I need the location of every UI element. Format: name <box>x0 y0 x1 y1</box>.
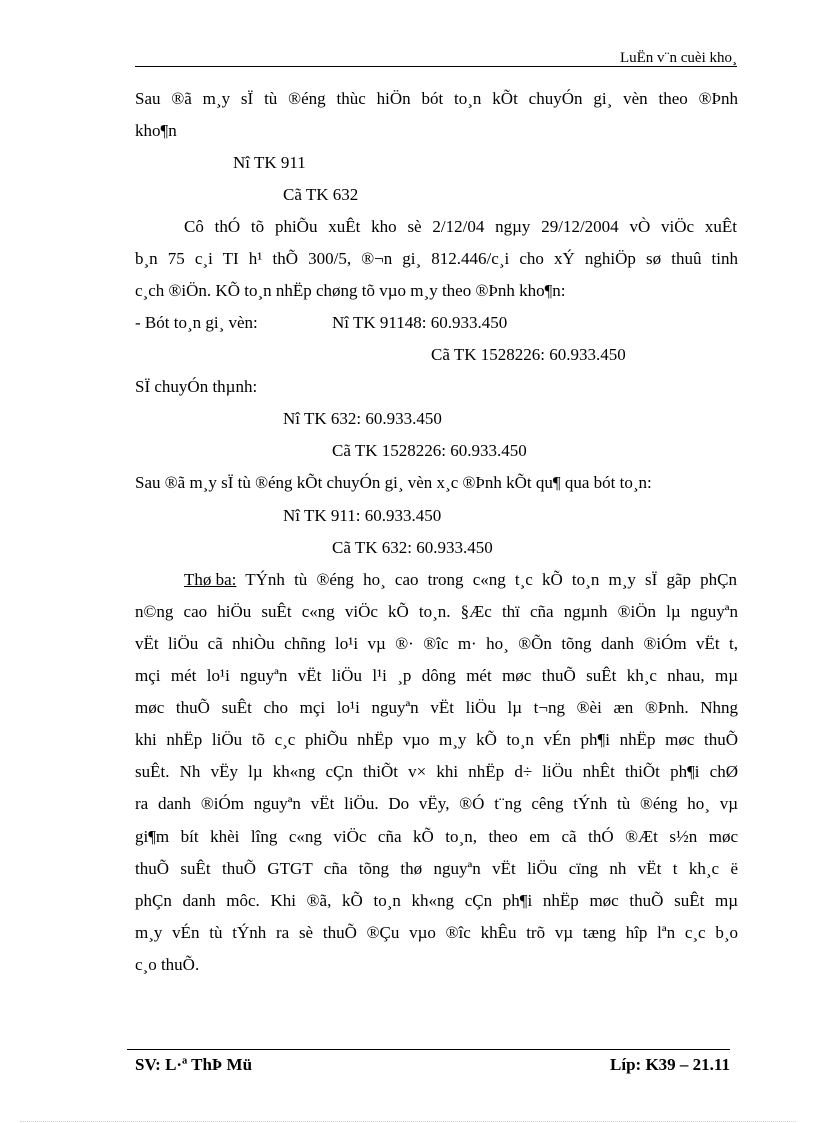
text-line: Sau ®ã m¸y sÏ tù ®éng thùc hiÖn bót to¸n kÕt chuyÓn gi¸ vèn theo ®Þnh <box>135 89 738 108</box>
text-line: c¸o thuÕ. <box>135 955 200 974</box>
text-line: m¸y vÉn tù tÝnh ra sè thuÕ ®Çu vµo ®îc khÊu trõ vµ tæng hîp lªn c¸c b¸o <box>135 923 738 942</box>
text-line: SÏ chuyÓn thµnh: <box>135 377 258 396</box>
text-line: vËt liÖu cã nhiÒu chñng lo¹i vµ ®· ®îc m· ho¸ ®Õn tõng danh ®iÓm vËt t, <box>135 634 738 653</box>
text-line: ra danh ®iÓm nguyªn vËt liÖu. Do vËy, ®Ó t¨ng cêng tÝnh tù ®éng ho¸ vµ <box>135 794 738 813</box>
text-line: Nî TK 911 <box>233 153 306 172</box>
text-line: Nî TK 632: 60.933.450 <box>283 409 442 428</box>
text-line: Cô thÓ tõ phiÕu xuÊt kho sè 2/12/04 ngµy 29/12/2004 vÒ viÖc xuÊt <box>184 217 737 236</box>
text-line: c¸ch ®iÖn. KÕ to¸n nhËp chøng tõ vµo m¸y theo ®Þnh kho¶n: <box>135 281 566 300</box>
section-heading: Thø ba: <box>184 570 237 589</box>
text-segment: TÝnh tù ®éng ho¸ cao trong c«ng t¸c kÕ to¸n m¸y sÏ gãp phÇn <box>236 570 737 589</box>
text-line: Cã TK 632: 60.933.450 <box>332 538 493 557</box>
header-rule <box>135 66 737 67</box>
text-line: b¸n 75 c¸i TI h¹ thÕ 300/5, ®¬n gi¸ 812.446/c¸i cho xÝ nghiÖp sø thuû tinh <box>135 249 738 268</box>
text-line: Sau ®ã m¸y sÏ tù ®éng kÕt chuyÓn gi¸ vèn x¸c ®Þnh kÕt qu¶ qua bót to¸n: <box>135 473 652 492</box>
text-line: Nî TK 911: 60.933.450 <box>283 506 442 525</box>
text-line: kho¶n <box>135 121 177 140</box>
text-line: n©ng cao hiÖu suÊt c«ng viÖc kÕ to¸n. §Æc thï cña ngµnh ®iÖn lµ nguyªn <box>135 602 738 621</box>
footer-class: Líp: K39 – 21.11 <box>610 1055 730 1074</box>
text-line <box>184 570 737 590</box>
text-line: møc thuÕ suÊt cho mçi lo¹i nguyªn vËt liÖu lµ t¬ng ®èi æn ®Þnh. Nhng <box>135 698 738 717</box>
footer-rule <box>127 1049 730 1050</box>
text-line: khi nhËp liÖu tõ c¸c phiÕu nhËp vµo m¸y kÕ to¸n vÉn ph¶i nhËp møc thuÕ <box>135 730 738 749</box>
text-line: thuÕ suÊt thuÕ GTGT cña tõng thø nguyªn vËt liÖu cïng nh vËt t kh¸c ë <box>135 859 738 878</box>
text-line: gi¶m bít khèi lîng c«ng viÖc cña kÕ to¸n, theo em cã thÓ ®Æt s½n møc <box>135 827 738 846</box>
page-header-title: LuËn v¨n cuèi kho¸ <box>619 50 737 66</box>
text-line: Cã TK 1528226: 60.933.450 <box>332 441 527 460</box>
page-edge-divider <box>20 1121 796 1122</box>
text-line: - Bót to¸n gi¸ vèn: <box>135 313 258 332</box>
text-line: suÊt. Nh vËy lµ kh«ng cÇn thiÕt v× khi nhËp d÷ liÖu nhÊt thiÕt ph¶i chØ <box>135 762 738 781</box>
text-line: mçi mét lo¹i nguyªn vËt liÖu l¹i ¸p dông mét møc thuÕ suÊt kh¸c nhau, mµ <box>135 666 738 685</box>
text-line: Cã TK 632 <box>283 185 359 204</box>
text-line: Cã TK 1528226: 60.933.450 <box>431 345 626 364</box>
footer-student: SV: L·ª ThÞ Mü <box>135 1055 253 1074</box>
text-line: Nî TK 91148: 60.933.450 <box>332 313 508 332</box>
text-line: phÇn danh môc. Khi ®ã, kÕ to¸n kh«ng cÇn ph¶i nhËp møc thuÕ suÊt mµ <box>135 891 738 910</box>
